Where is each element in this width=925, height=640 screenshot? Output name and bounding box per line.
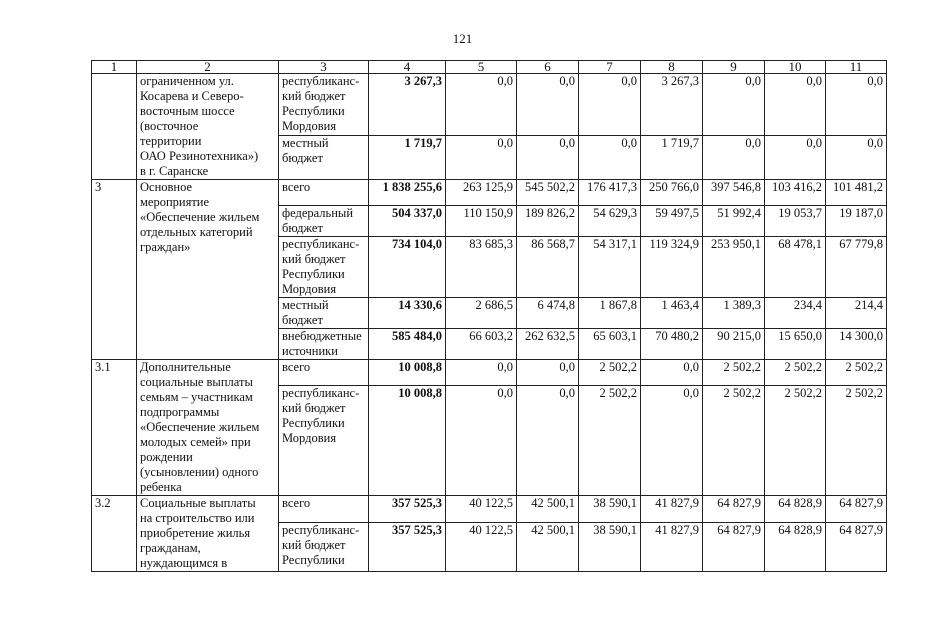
year-value: 2 502,2 <box>579 386 641 496</box>
column-number-row <box>92 61 887 74</box>
year-value: 3 267,3 <box>641 74 703 136</box>
year-value: 66 603,2 <box>446 329 517 360</box>
year-value: 2 502,2 <box>579 360 641 386</box>
column-number-2: 2 <box>137 61 279 74</box>
year-value: 103 416,2 <box>765 180 826 206</box>
year-value: 0,0 <box>765 74 826 136</box>
year-value: 397 546,8 <box>703 180 765 206</box>
year-value: 64 828,9 <box>765 523 826 572</box>
page-number: 121 <box>452 31 473 46</box>
funding-source: республиканс- кий бюджет Республики Мордовия <box>279 74 369 136</box>
year-value: 0,0 <box>517 360 579 386</box>
year-value: 0,0 <box>641 386 703 496</box>
year-value: 38 590,1 <box>579 523 641 572</box>
funding-source: федеральный бюджет <box>279 206 369 237</box>
total-value: 357 525,3 <box>369 496 446 523</box>
year-value: 19 187,0 <box>826 206 887 237</box>
column-number-3: 3 <box>279 61 369 74</box>
column-number-6: 6 <box>517 61 579 74</box>
table-header <box>92 61 887 74</box>
total-value: 357 525,3 <box>369 523 446 572</box>
total-value: 504 337,0 <box>369 206 446 237</box>
year-value: 38 590,1 <box>579 496 641 523</box>
year-value: 101 481,2 <box>826 180 887 206</box>
funding-source: всего <box>279 180 369 206</box>
funding-source: республиканс- кий бюджет Республики Мордовия <box>279 237 369 298</box>
column-number-9: 9 <box>703 61 765 74</box>
year-value: 54 629,3 <box>579 206 641 237</box>
funding-source: местный бюджет <box>279 136 369 180</box>
row-index <box>92 74 137 180</box>
year-value: 0,0 <box>703 74 765 136</box>
year-value: 189 826,2 <box>517 206 579 237</box>
table-row <box>92 180 887 206</box>
table-row <box>92 360 887 386</box>
year-value: 262 632,5 <box>517 329 579 360</box>
total-value: 1 719,7 <box>369 136 446 180</box>
measure-name: ограниченном ул. Косарева и Северо- восточным шоссе (восточное территории ОАО Резинотехника») в г. Саранске <box>137 74 279 180</box>
total-value: 1 838 255,6 <box>369 180 446 206</box>
column-number-11: 11 <box>826 61 887 74</box>
year-value: 0,0 <box>446 74 517 136</box>
funding-source: внебюджетные источники <box>279 329 369 360</box>
measure-name: Социальные выплаты на строительство или приобретение жилья гражданам, нуждающимся в <box>137 496 279 572</box>
year-value: 0,0 <box>703 136 765 180</box>
year-value: 40 122,5 <box>446 523 517 572</box>
year-value: 0,0 <box>826 136 887 180</box>
year-value: 545 502,2 <box>517 180 579 206</box>
total-value: 3 267,3 <box>369 74 446 136</box>
year-value: 83 685,3 <box>446 237 517 298</box>
year-value: 54 317,1 <box>579 237 641 298</box>
year-value: 1 719,7 <box>641 136 703 180</box>
year-value: 0,0 <box>517 136 579 180</box>
year-value: 0,0 <box>579 136 641 180</box>
year-value: 2 502,2 <box>826 360 887 386</box>
column-number-4: 4 <box>369 61 446 74</box>
year-value: 67 779,8 <box>826 237 887 298</box>
year-value: 14 300,0 <box>826 329 887 360</box>
year-value: 59 497,5 <box>641 206 703 237</box>
column-number-5: 5 <box>446 61 517 74</box>
column-number-7: 7 <box>579 61 641 74</box>
funding-source: республиканс- кий бюджет Республики <box>279 523 369 572</box>
table-row <box>92 74 887 136</box>
year-value: 263 125,9 <box>446 180 517 206</box>
year-value: 0,0 <box>446 136 517 180</box>
year-value: 19 053,7 <box>765 206 826 237</box>
year-value: 0,0 <box>446 386 517 496</box>
measure-name: Основное мероприятие «Обеспечение жильем отдельных категорий граждан» <box>137 180 279 360</box>
year-value: 253 950,1 <box>703 237 765 298</box>
column-number-1: 1 <box>92 61 137 74</box>
year-value: 0,0 <box>641 360 703 386</box>
column-number-10: 10 <box>765 61 826 74</box>
year-value: 234,4 <box>765 298 826 329</box>
total-value: 14 330,6 <box>369 298 446 329</box>
year-value: 110 150,9 <box>446 206 517 237</box>
year-value: 86 568,7 <box>517 237 579 298</box>
year-value: 1 389,3 <box>703 298 765 329</box>
year-value: 0,0 <box>517 74 579 136</box>
year-value: 42 500,1 <box>517 496 579 523</box>
measure-name: Дополнительные социальные выплаты семьям – участникам подпрограммы «Обеспечение жильем молодых семей» при рождении (усыновлении) одного ребенка <box>137 360 279 496</box>
year-value: 250 766,0 <box>641 180 703 206</box>
funding-source: всего <box>279 360 369 386</box>
year-value: 176 417,3 <box>579 180 641 206</box>
year-value: 2 502,2 <box>765 386 826 496</box>
year-value: 15 650,0 <box>765 329 826 360</box>
table-body <box>92 74 887 572</box>
funding-source: местный бюджет <box>279 298 369 329</box>
year-value: 90 215,0 <box>703 329 765 360</box>
year-value: 1 867,8 <box>579 298 641 329</box>
total-value: 10 008,8 <box>369 360 446 386</box>
year-value: 0,0 <box>517 386 579 496</box>
year-value: 119 324,9 <box>641 237 703 298</box>
table-row <box>92 496 887 523</box>
funding-source: всего <box>279 496 369 523</box>
total-value: 585 484,0 <box>369 329 446 360</box>
budget-table <box>91 60 887 572</box>
row-index: 3 <box>92 180 137 360</box>
year-value: 0,0 <box>579 74 641 136</box>
year-value: 214,4 <box>826 298 887 329</box>
year-value: 2 502,2 <box>703 360 765 386</box>
year-value: 40 122,5 <box>446 496 517 523</box>
column-number-8: 8 <box>641 61 703 74</box>
funding-source: республиканс- кий бюджет Республики Мордовия <box>279 386 369 496</box>
year-value: 1 463,4 <box>641 298 703 329</box>
year-value: 6 474,8 <box>517 298 579 329</box>
year-value: 41 827,9 <box>641 523 703 572</box>
year-value: 0,0 <box>765 136 826 180</box>
year-value: 2 502,2 <box>765 360 826 386</box>
year-value: 51 992,4 <box>703 206 765 237</box>
row-index: 3.1 <box>92 360 137 496</box>
year-value: 0,0 <box>446 360 517 386</box>
year-value: 70 480,2 <box>641 329 703 360</box>
row-index: 3.2 <box>92 496 137 572</box>
year-value: 65 603,1 <box>579 329 641 360</box>
year-value: 2 686,5 <box>446 298 517 329</box>
year-value: 68 478,1 <box>765 237 826 298</box>
year-value: 64 827,9 <box>826 523 887 572</box>
year-value: 0,0 <box>826 74 887 136</box>
year-value: 2 502,2 <box>826 386 887 496</box>
year-value: 42 500,1 <box>517 523 579 572</box>
year-value: 64 827,9 <box>703 496 765 523</box>
year-value: 64 827,9 <box>826 496 887 523</box>
year-value: 64 827,9 <box>703 523 765 572</box>
year-value: 41 827,9 <box>641 496 703 523</box>
year-value: 2 502,2 <box>703 386 765 496</box>
total-value: 734 104,0 <box>369 237 446 298</box>
year-value: 64 828,9 <box>765 496 826 523</box>
total-value: 10 008,8 <box>369 386 446 496</box>
